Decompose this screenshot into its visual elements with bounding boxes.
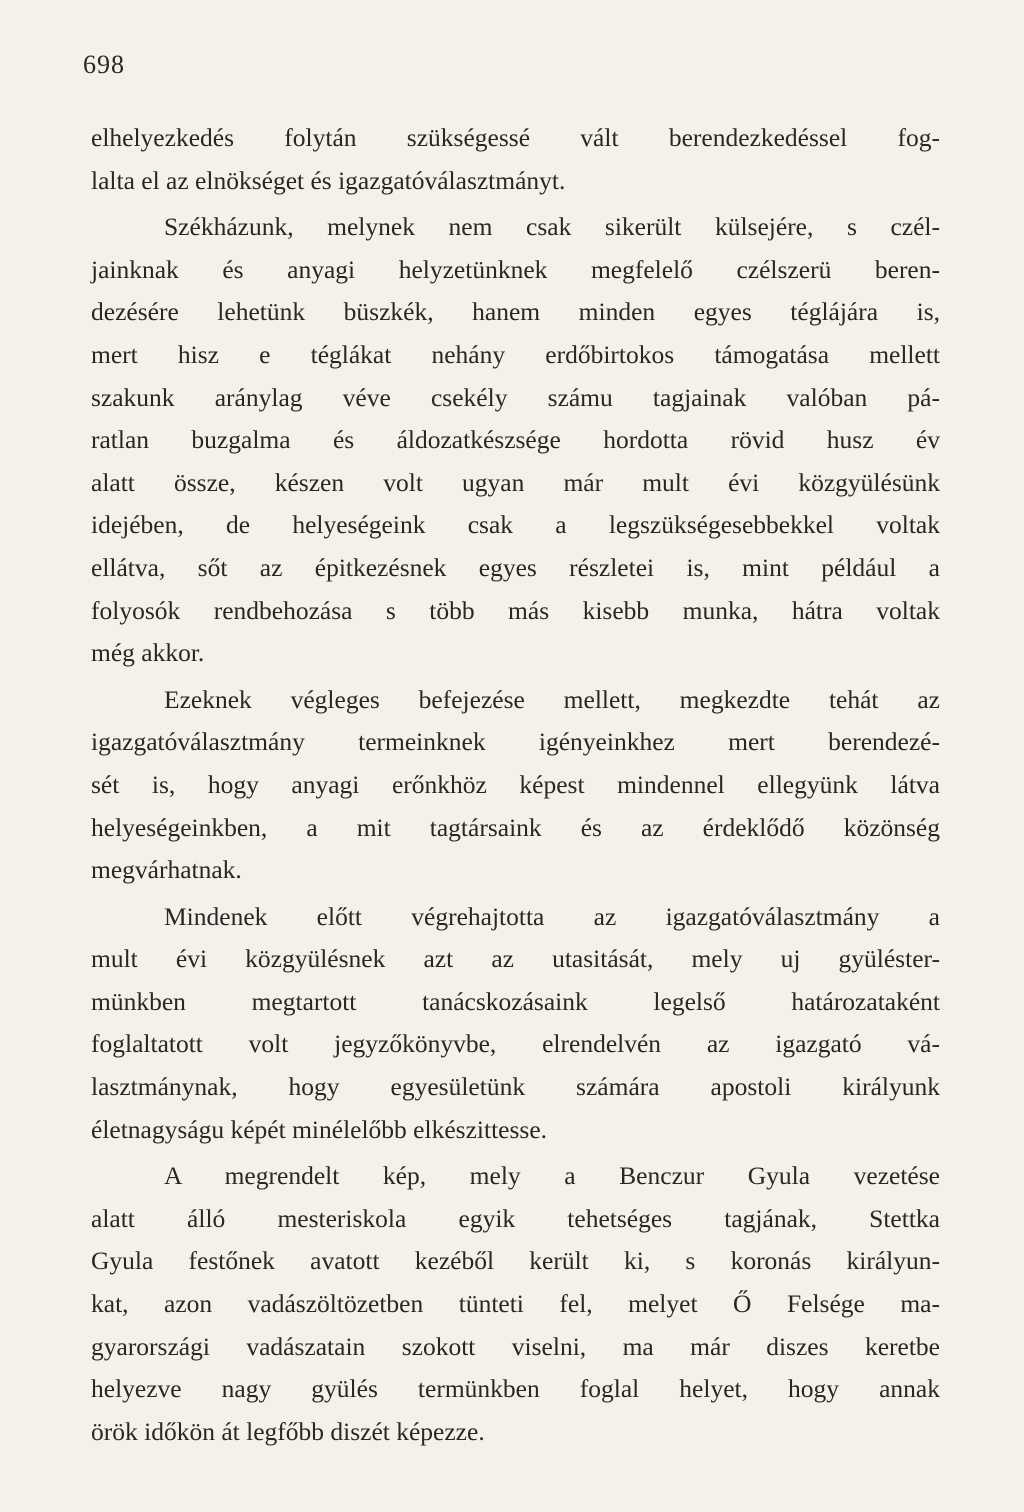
text-line: ratlan buzgalma és áldozatkészsége hordotta rövid husz év [91, 425, 940, 455]
text-line: A megrendelt kép, mely a Benczur Gyula vezetése [164, 1161, 940, 1191]
text-line: dezésére lehetünk büszkék, hanem minden egyes téglájára is, [91, 297, 940, 327]
text-line: életnagyságu képét minélelőbb elkészittesse. [91, 1114, 548, 1144]
text-line: Mindenek előtt végrehajtotta az igazgatóválasztmány a [164, 901, 940, 931]
text-line: folyosók rendbehozása s több más kisebb munka, hátra voltak [91, 595, 940, 625]
text-line: alatt álló mesteriskola egyik tehetséges tagjának, Stettka [91, 1203, 940, 1233]
text-line: szakunk aránylag véve csekély számu tagjainak valóban pá- [91, 382, 940, 412]
text-line: ellátva, sőt az épitkezésnek egyes részletei is, mint például a [91, 552, 940, 582]
text-line: Ezeknek végleges befejezése mellett, megkezdte tehát az [164, 684, 940, 714]
text-line: örök időkön át legfőbb diszét képezze. [91, 1416, 485, 1446]
text-line: helyezve nagy gyülés termünkben foglal helyet, hogy annak [91, 1374, 940, 1404]
text-line: gyarországi vadászatain szokott viselni, ma már diszes keretbe [91, 1331, 940, 1361]
page-number: 698 [83, 50, 125, 79]
paragraph [91, 896, 940, 1152]
text-line: elhelyezkedés folytán szükségessé vált berendezkedéssel fog- [91, 123, 940, 152]
text-line: sét is, hogy anyagi erőnkhöz képest mindennel ellegyünk látva [91, 769, 940, 799]
paragraph [91, 206, 940, 675]
text-line: idejében, de helyeségeink csak a legszükségesebbekkel voltak [91, 510, 940, 540]
paragraph [91, 679, 940, 892]
paragraph [91, 117, 940, 202]
text-line: münkben megtartott tanácskozásaink legelső határozataként [91, 986, 940, 1016]
text-line: mult évi közgyülésnek azt az utasitását, mely uj gyüléster- [91, 944, 940, 974]
text-line: még akkor. [91, 638, 205, 668]
body-text [91, 117, 940, 1453]
text-line: igazgatóválasztmány termeinknek igényeinkhez mert berendezé- [91, 727, 940, 757]
text-line: kat, azon vadászöltözetben tünteti fel, melyet Ő Felsége ma- [91, 1289, 940, 1319]
text-line: jainknak és anyagi helyzetünknek megfelelő czélszerü beren- [91, 254, 940, 284]
text-line: foglaltatott volt jegyzőkönyvbe, elrendelvén az igazgató vá- [91, 1029, 940, 1059]
text-line: lasztmánynak, hogy egyesületünk számára apostoli királyunk [91, 1072, 940, 1102]
text-line: lalta el az elnökséget és igazgatóválasztmányt. [91, 165, 566, 195]
text-line: Székházunk, melynek nem csak sikerült külsejére, s czél- [164, 212, 940, 242]
text-line: megvárhatnak. [91, 855, 242, 885]
text-line: Gyula festőnek avatott kezéből került ki, s koronás királyun- [91, 1246, 940, 1276]
text-line: alatt össze, készen volt ugyan már mult évi közgyülésünk [91, 467, 940, 497]
paragraph [91, 1155, 940, 1453]
text-line: helyeségeinkben, a mit tagtársaink és az érdeklődő közönség [91, 812, 940, 842]
text-line: mert hisz e téglákat nehány erdőbirtokos támogatása mellett [91, 339, 940, 369]
